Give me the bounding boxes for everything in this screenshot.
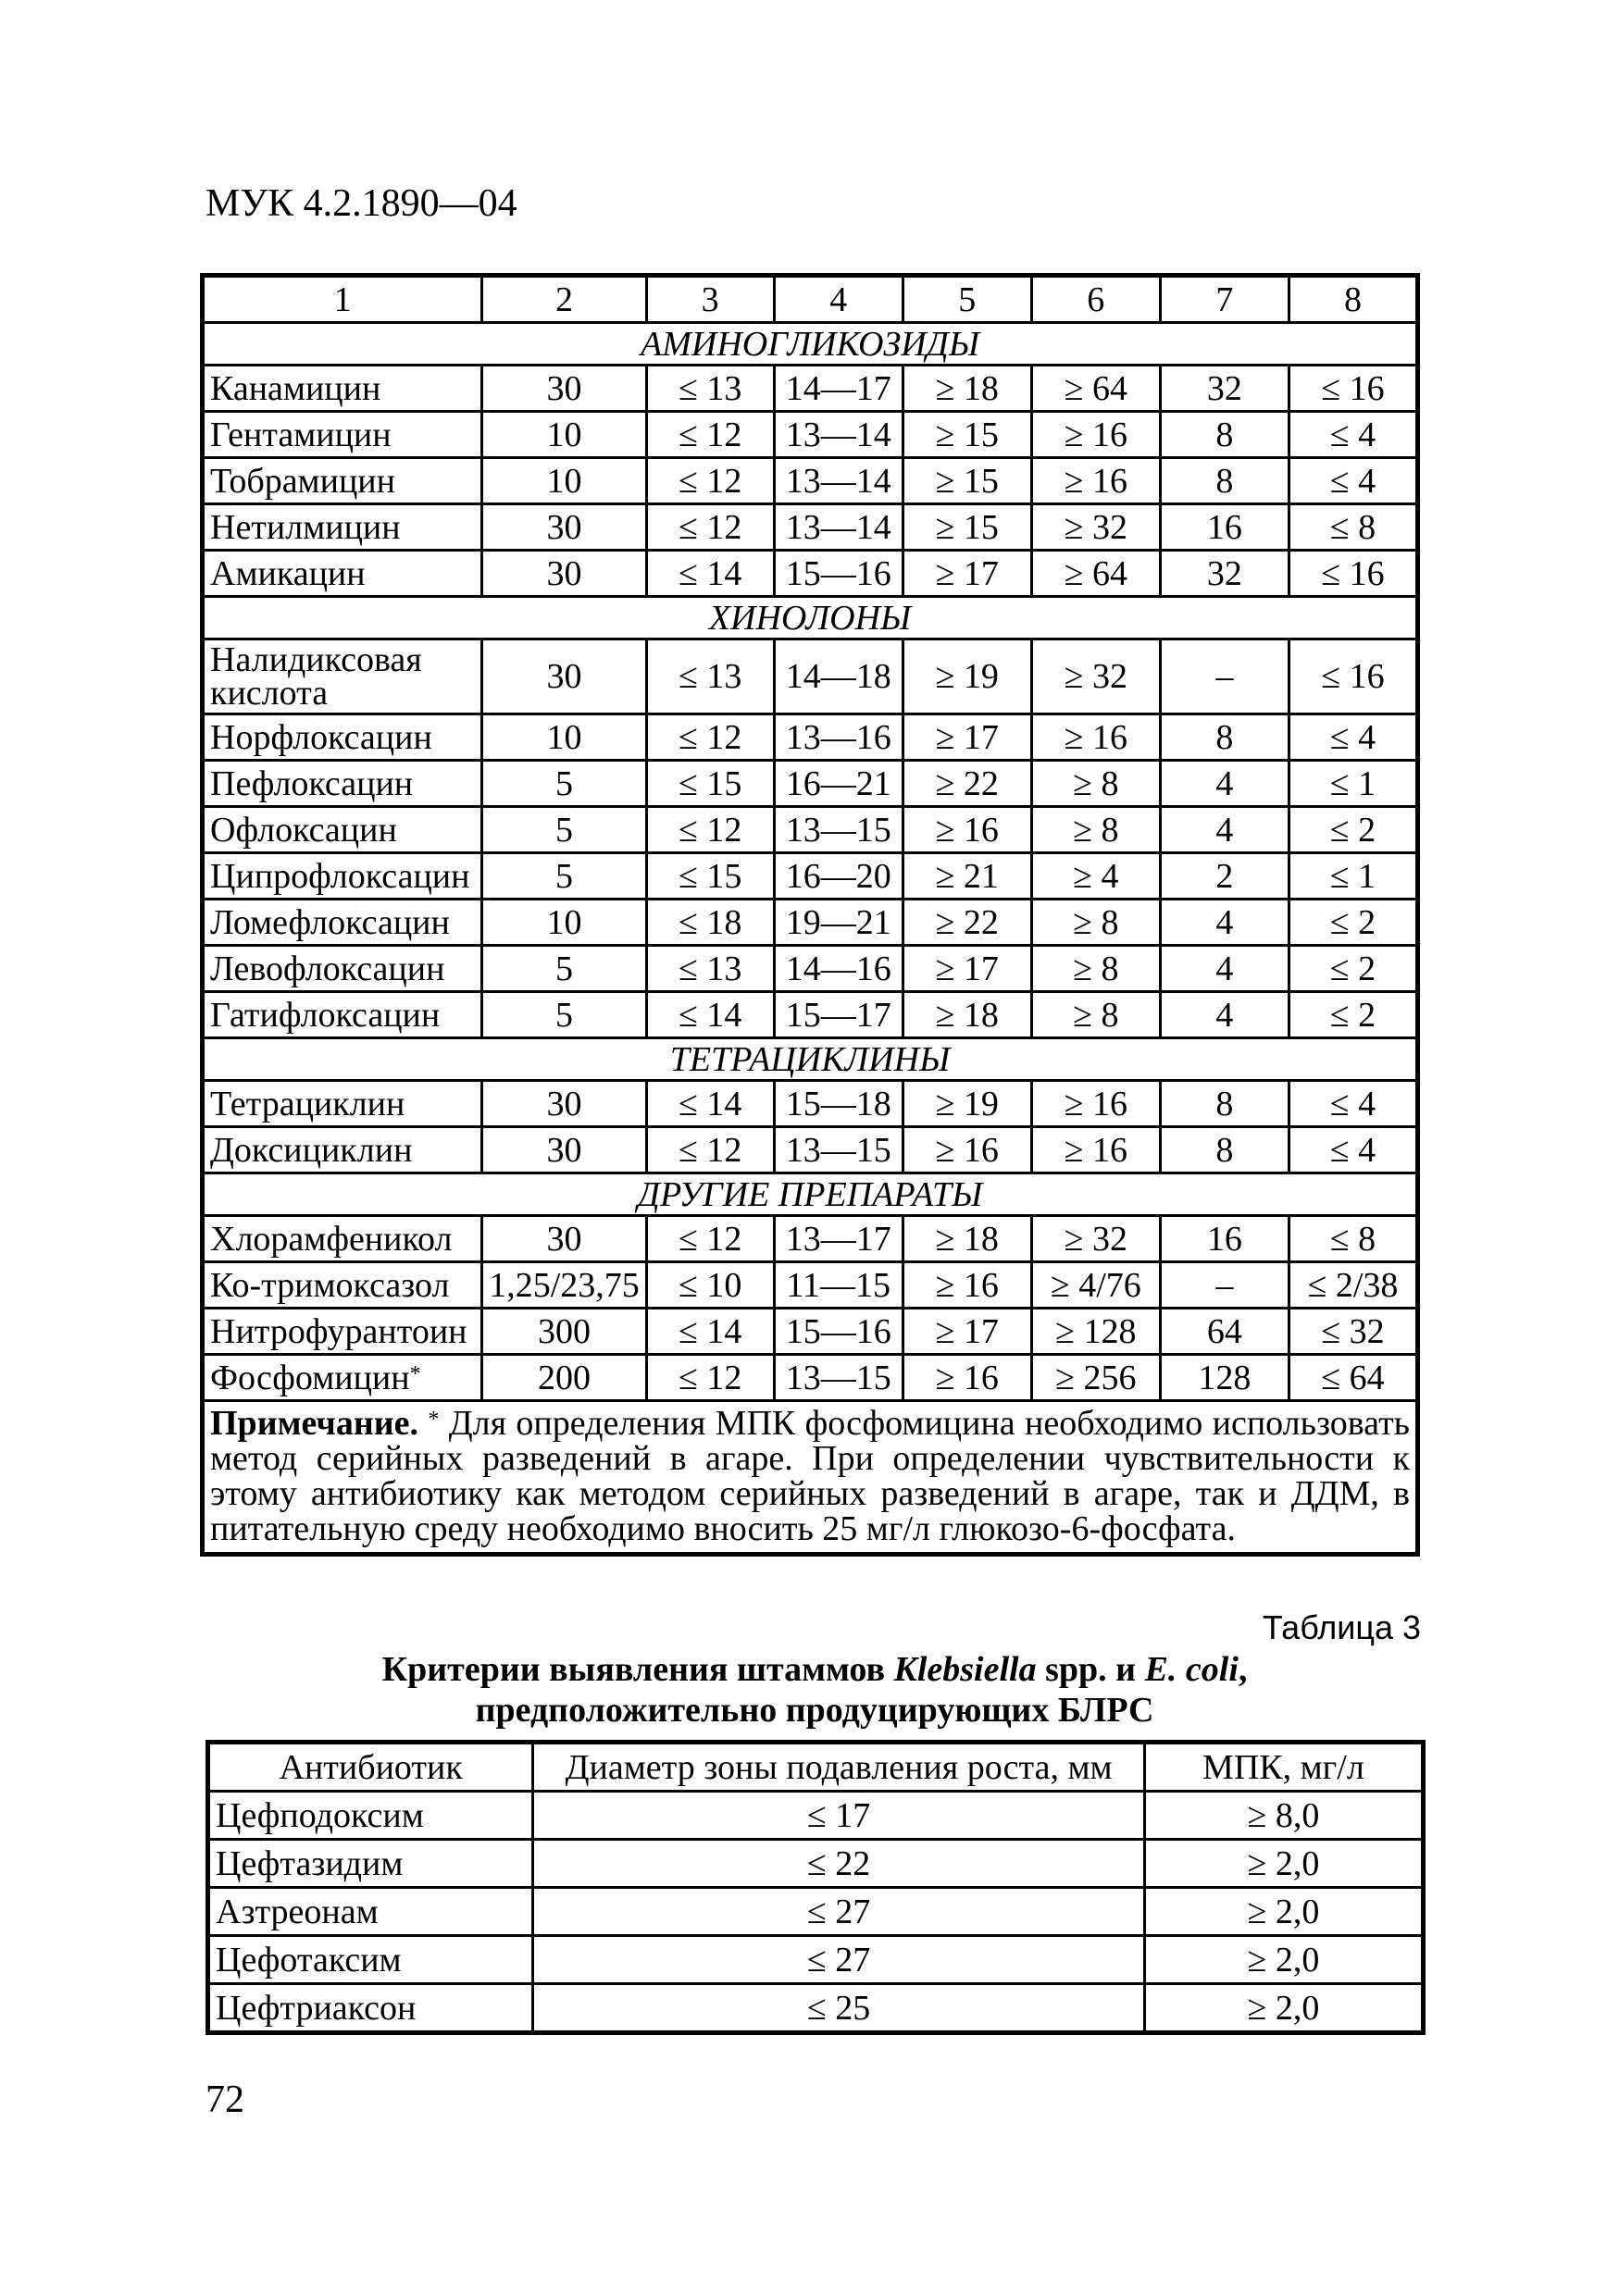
table-cell: ≤ 14 (646, 1081, 774, 1127)
section-title: ТЕТРАЦИКЛИНЫ (203, 1038, 1418, 1081)
antibiotic-name-text: Амикацин (210, 553, 366, 593)
table-row (203, 412, 1418, 458)
table-cell: 30 (482, 366, 646, 412)
table-cell: ≥ 32 (1031, 504, 1160, 551)
section-title: ХИНОЛОНЫ (203, 597, 1418, 639)
table-cell: 5 (482, 761, 646, 807)
note-text: Для определения МПК фосфомицина необходимо использовать метод серийных разведений в агаре. При определении чувствительности к этому антибиотику как методом серийных разведений в агаре, так и ДДМ, в питательную среду необходимо вносить 25 мг/л глюкозо-6-фосфата. (210, 1404, 1411, 1548)
table-cell: 13—17 (774, 1216, 903, 1262)
table-cell: ≤ 10 (646, 1262, 774, 1309)
table-cell: 4 (1160, 761, 1289, 807)
table-cell: 10 (482, 412, 646, 458)
table-row (208, 1888, 1424, 1936)
table-cell: ≥ 8 (1031, 900, 1160, 946)
antibiotic-name (203, 504, 482, 551)
antibiotic-name-text: Тетрациклин (210, 1084, 405, 1123)
table-cell: ≥ 17 (903, 946, 1031, 992)
table-cell: ≤ 25 (533, 1984, 1145, 2033)
antibiotic-name-text: Нитрофурантоин (210, 1311, 467, 1351)
antibiotic-name (203, 761, 482, 807)
antibiotic-name: Азтреонам (208, 1888, 533, 1936)
table-row (203, 761, 1418, 807)
table-cell: ≥ 2,0 (1144, 1840, 1423, 1888)
table-cell: ≥ 64 (1031, 551, 1160, 597)
table-cell: ≥ 16 (1031, 1081, 1160, 1127)
table-cell: 15—16 (774, 1309, 903, 1355)
table-cell: ≥ 22 (903, 900, 1031, 946)
antibiotic-name (203, 946, 482, 992)
table-cell: ≤ 12 (646, 807, 774, 853)
column-number: 7 (1160, 276, 1289, 323)
table-cell: ≤ 18 (646, 900, 774, 946)
table-cell: 11—15 (774, 1262, 903, 1309)
antibiotic-name-text: Левофлоксацин (210, 949, 445, 988)
table-cell: ≤ 15 (646, 761, 774, 807)
table-cell: ≥ 4/76 (1031, 1262, 1160, 1309)
antibiotic-name (203, 412, 482, 458)
table-cell: 8 (1160, 412, 1289, 458)
table-row (203, 1309, 1418, 1355)
column-number: 6 (1031, 276, 1160, 323)
antibiotic-name (203, 714, 482, 761)
table-cell: 200 (482, 1355, 646, 1401)
antibiotic-name (203, 1216, 482, 1262)
table-cell: 13—15 (774, 1127, 903, 1173)
antibiotic-name-text: Ципрофлоксацин (210, 856, 470, 896)
table-row (203, 1355, 1418, 1401)
table-cell: ≥ 8 (1031, 946, 1160, 992)
table-cell: 14—18 (774, 639, 903, 714)
table-cell: ≤ 16 (1289, 551, 1417, 597)
table-cell: ≥ 4 (1031, 853, 1160, 900)
table-cell: 15—17 (774, 992, 903, 1038)
antibiotic-name-text: Ко-тримоксазол (210, 1265, 450, 1305)
section-title: ДРУГИЕ ПРЕПАРАТЫ (203, 1173, 1418, 1216)
table-cell: ≤ 27 (533, 1936, 1145, 1984)
table-cell: ≤ 64 (1289, 1355, 1417, 1401)
table-cell: ≤ 12 (646, 1355, 774, 1401)
table-cell: ≥ 16 (903, 807, 1031, 853)
table-row (203, 807, 1418, 853)
table-cell: ≤ 2/38 (1289, 1262, 1417, 1309)
table-cell: ≤ 16 (1289, 366, 1417, 412)
caption-ecoli: E. coli (1144, 1650, 1239, 1689)
table-cell: ≥ 19 (903, 639, 1031, 714)
caption-text-2: spp. и (1036, 1650, 1145, 1689)
table-row (208, 1984, 1424, 2033)
table-cell: 13—16 (774, 714, 903, 761)
table-cell: ≥ 18 (903, 366, 1031, 412)
caption-line-2: предположительно продуцирующих БЛРС (475, 1691, 1154, 1730)
table-cell: ≥ 21 (903, 853, 1031, 900)
antibiotic-name-text: Канамицин (210, 368, 381, 408)
table-cell: 15—16 (774, 551, 903, 597)
antibiotic-name-text: Доксициклин (210, 1130, 413, 1170)
table-cell: ≤ 4 (1289, 714, 1417, 761)
table-cell: ≥ 15 (903, 412, 1031, 458)
antibiotic-name: Цефотаксим (208, 1936, 533, 1984)
table-row (203, 900, 1418, 946)
page-number: 72 (205, 2079, 244, 2121)
table-cell: 14—16 (774, 946, 903, 992)
table-cell: ≤ 8 (1289, 1216, 1417, 1262)
table-row (203, 992, 1418, 1038)
table-cell: ≥ 64 (1031, 366, 1160, 412)
note-cell (203, 1401, 1418, 1555)
table-cell: ≤ 2 (1289, 992, 1417, 1038)
table-cell: ≥ 16 (1031, 458, 1160, 504)
table-row (203, 1216, 1418, 1262)
column-header: Антибиотик (208, 1743, 533, 1792)
table-caption (205, 1649, 1424, 1731)
antibiotic-name (203, 458, 482, 504)
blrs-criteria-table (205, 1740, 1426, 2035)
table-cell: ≤ 12 (646, 504, 774, 551)
table-cell: ≥ 17 (903, 551, 1031, 597)
table-cell: ≤ 12 (646, 1216, 774, 1262)
section-row (203, 597, 1418, 639)
table-cell: 30 (482, 1081, 646, 1127)
antibiotic-name (203, 1355, 482, 1401)
antibiotic-name (203, 900, 482, 946)
table-cell: ≤ 27 (533, 1888, 1145, 1936)
table-cell: ≤ 14 (646, 551, 774, 597)
table-cell: ≤ 15 (646, 853, 774, 900)
table-cell: ≤ 13 (646, 366, 774, 412)
table-cell: 4 (1160, 992, 1289, 1038)
antibiotic-name: Цефтазидим (208, 1840, 533, 1888)
table-cell: ≥ 2,0 (1144, 1984, 1423, 2033)
table-cell: 2 (1160, 853, 1289, 900)
column-number: 2 (482, 276, 646, 323)
antibiotic-name: Цефтриаксон (208, 1984, 533, 2033)
table-cell: 13—15 (774, 1355, 903, 1401)
table-cell: ≤ 12 (646, 412, 774, 458)
column-number: 3 (646, 276, 774, 323)
table-cell: ≥ 16 (903, 1355, 1031, 1401)
antibiotic-name (203, 366, 482, 412)
antibiotic-criteria-table (200, 273, 1420, 1557)
table-cell: ≥ 16 (903, 1262, 1031, 1309)
table-cell: 10 (482, 714, 646, 761)
antibiotic-name (203, 853, 482, 900)
table-cell: 13—14 (774, 412, 903, 458)
note-row (203, 1401, 1418, 1555)
table-cell: ≥ 17 (903, 714, 1031, 761)
section-row (203, 1038, 1418, 1081)
table-cell: ≥ 18 (903, 1216, 1031, 1262)
table-cell: ≥ 2,0 (1144, 1888, 1423, 1936)
table-cell: 4 (1160, 900, 1289, 946)
note-label: Примечание. (210, 1404, 418, 1443)
table-row (203, 551, 1418, 597)
table-cell: 5 (482, 853, 646, 900)
table-cell: 128 (1160, 1355, 1289, 1401)
table-cell: 4 (1160, 807, 1289, 853)
table-cell: ≥ 8,0 (1144, 1792, 1423, 1840)
table-cell: ≥ 16 (1031, 714, 1160, 761)
table-cell: 30 (482, 504, 646, 551)
table-cell: ≤ 1 (1289, 761, 1417, 807)
table-row (208, 1840, 1424, 1888)
table-cell: ≤ 1 (1289, 853, 1417, 900)
table-cell: 10 (482, 458, 646, 504)
table-cell: ≥ 15 (903, 458, 1031, 504)
table-cell: ≤ 17 (533, 1792, 1145, 1840)
antibiotic-name-text: Офлоксацин (210, 810, 397, 850)
section-row (203, 323, 1418, 366)
table-cell: 16 (1160, 1216, 1289, 1262)
antibiotic-name: Цефподоксим (208, 1792, 533, 1840)
column-header: МПК, мг/л (1144, 1743, 1423, 1792)
table-cell: ≤ 13 (646, 946, 774, 992)
table-cell: ≥ 128 (1031, 1309, 1160, 1355)
table-cell: ≤ 32 (1289, 1309, 1417, 1355)
table-cell: ≤ 12 (646, 714, 774, 761)
table-cell: ≥ 32 (1031, 639, 1160, 714)
table-row (203, 1262, 1418, 1309)
table-cell: ≥ 18 (903, 992, 1031, 1038)
table-cell: ≤ 12 (646, 458, 774, 504)
table-row (203, 946, 1418, 992)
table-cell: 32 (1160, 366, 1289, 412)
antibiotic-name-text: Ломефлоксацин (210, 902, 450, 942)
antibiotic-name (203, 992, 482, 1038)
table-cell: 16—20 (774, 853, 903, 900)
table-row (203, 366, 1418, 412)
table-cell: ≤ 2 (1289, 946, 1417, 992)
section-title: АМИНОГЛИКОЗИДЫ (203, 323, 1418, 366)
table-cell: 300 (482, 1309, 646, 1355)
table-cell: 5 (482, 946, 646, 992)
antibiotic-name (203, 807, 482, 853)
table-cell: ≥ 8 (1031, 807, 1160, 853)
table-cell: ≤ 2 (1289, 807, 1417, 853)
table-cell: ≤ 8 (1289, 504, 1417, 551)
table-cell: 15—18 (774, 1081, 903, 1127)
table-number-label: Таблица 3 (1262, 1608, 1421, 1646)
caption-text-1: Критерии выявления штаммов (381, 1650, 894, 1689)
table-cell: – (1160, 1262, 1289, 1309)
table-cell: ≥ 16 (903, 1127, 1031, 1173)
header-row (208, 1743, 1424, 1792)
antibiotic-name (203, 1081, 482, 1127)
table-cell: ≥ 17 (903, 1309, 1031, 1355)
antibiotic-name (203, 551, 482, 597)
table-cell: ≥ 32 (1031, 1216, 1160, 1262)
caption-klebsiella: Klebsiella (893, 1650, 1037, 1689)
column-number-row (203, 276, 1418, 323)
column-number: 8 (1289, 276, 1417, 323)
table-cell: ≤ 12 (646, 1127, 774, 1173)
antibiotic-name-text: Фосфомицин (210, 1358, 410, 1397)
table-cell: ≤ 4 (1289, 1081, 1417, 1127)
table-cell: ≥ 8 (1031, 992, 1160, 1038)
table-row (203, 714, 1418, 761)
table-cell: 1,25/23,75 (482, 1262, 646, 1309)
footnote-mark: * (428, 1408, 440, 1432)
antibiotic-name-text: Нетилмицин (210, 507, 401, 547)
table-cell: ≥ 19 (903, 1081, 1031, 1127)
table-cell: ≤ 4 (1289, 458, 1417, 504)
table-row (203, 504, 1418, 551)
table-row (208, 1936, 1424, 1984)
table-cell: 30 (482, 1127, 646, 1173)
antibiotic-name-text: Хлорамфеникол (210, 1219, 453, 1259)
table-row (203, 1081, 1418, 1127)
table-cell: ≤ 14 (646, 1309, 774, 1355)
caption-text-3: , (1238, 1650, 1248, 1689)
table-cell: 5 (482, 807, 646, 853)
antibiotic-name-text: Норфлоксацин (210, 717, 432, 757)
table-cell: ≥ 256 (1031, 1355, 1160, 1401)
table-cell: 30 (482, 1216, 646, 1262)
table-cell: 16 (1160, 504, 1289, 551)
table-cell: ≥ 16 (1031, 1127, 1160, 1173)
table-row (203, 639, 1418, 714)
table-cell: ≤ 16 (1289, 639, 1417, 714)
antibiotic-name-text: Гатифлоксацин (210, 995, 441, 1035)
antibiotic-name (203, 1262, 482, 1309)
table-cell: 8 (1160, 714, 1289, 761)
footnote-mark: * (409, 1361, 421, 1386)
antibiotic-name-text: Налидиксовая кислота (210, 640, 422, 713)
antibiotic-name (203, 1127, 482, 1173)
table-cell: 32 (1160, 551, 1289, 597)
antibiotic-name (203, 1309, 482, 1355)
column-header: Диаметр зоны подавления роста, мм (533, 1743, 1145, 1792)
table-cell: ≥ 22 (903, 761, 1031, 807)
table-cell: ≥ 8 (1031, 761, 1160, 807)
antibiotic-name (203, 639, 482, 714)
table-cell: ≤ 13 (646, 639, 774, 714)
table-cell: 30 (482, 639, 646, 714)
section-row (203, 1173, 1418, 1216)
table-cell: 64 (1160, 1309, 1289, 1355)
table-cell: 8 (1160, 1081, 1289, 1127)
table-row (203, 1127, 1418, 1173)
page-header: МУК 4.2.1890—04 (205, 182, 517, 225)
table-cell: 4 (1160, 946, 1289, 992)
table-cell: 13—15 (774, 807, 903, 853)
antibiotic-name-text: Пефлоксацин (210, 763, 414, 803)
column-number: 1 (203, 276, 482, 323)
table-cell: 10 (482, 900, 646, 946)
table-cell: 8 (1160, 458, 1289, 504)
column-number: 5 (903, 276, 1031, 323)
table-cell: 5 (482, 992, 646, 1038)
table-row (203, 458, 1418, 504)
table-cell: 13—14 (774, 458, 903, 504)
table-cell: 30 (482, 551, 646, 597)
table-cell: ≤ 4 (1289, 1127, 1417, 1173)
table-cell: ≤ 4 (1289, 412, 1417, 458)
table-cell: ≤ 2 (1289, 900, 1417, 946)
table-cell: ≥ 2,0 (1144, 1936, 1423, 1984)
table-cell: 14—17 (774, 366, 903, 412)
table-row (203, 853, 1418, 900)
table-cell: ≥ 16 (1031, 412, 1160, 458)
table-cell: – (1160, 639, 1289, 714)
table-cell: ≤ 22 (533, 1840, 1145, 1888)
table-cell: ≥ 15 (903, 504, 1031, 551)
table-row (208, 1792, 1424, 1840)
antibiotic-name-text: Гентамицин (210, 415, 392, 454)
antibiotic-name-text: Тобрамицин (210, 461, 395, 501)
column-number: 4 (774, 276, 903, 323)
table-cell: ≤ 14 (646, 992, 774, 1038)
table-cell: 16—21 (774, 761, 903, 807)
table-cell: 8 (1160, 1127, 1289, 1173)
table-cell: 13—14 (774, 504, 903, 551)
table-cell: 19—21 (774, 900, 903, 946)
